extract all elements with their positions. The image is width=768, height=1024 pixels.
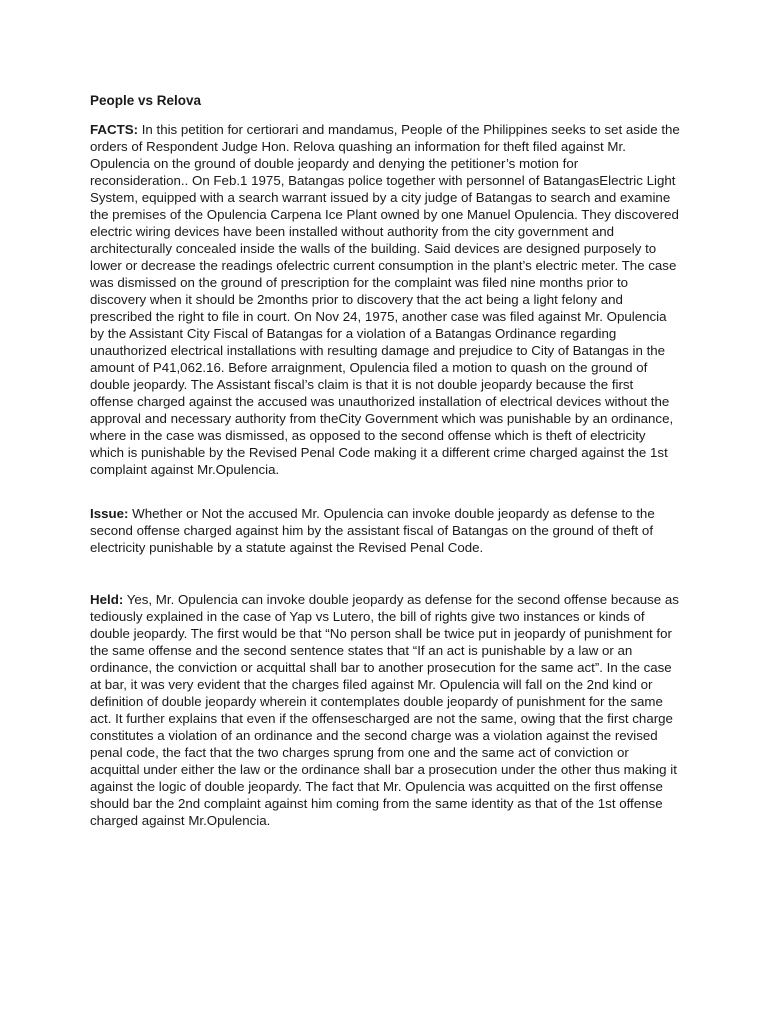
issue-text: Whether or Not the accused Mr. Opulencia can invoke double jeopardy as defense to the second offense charged against him by the assistant fiscal of Batangas on the ground of theft of electricity punishable by a statute against the Revised Penal Code. — [90, 506, 655, 555]
facts-label: FACTS: — [90, 122, 139, 137]
issue-label: Issue: — [90, 506, 129, 521]
document-title: People vs Relova — [90, 93, 202, 108]
held-paragraph — [90, 591, 680, 829]
section-spacer — [90, 556, 680, 591]
facts-text: In this petition for certiorari and mandamus, People of the Philippines seeks to set aside the orders of Respondent Judge Hon. Relova quashing an information for theft filed against Mr. Opulencia on the ground of double jeopardy and denying the petitioner’s motion for reconsideration.. On Feb.1 1975, Batangas police together with personnel of BatangasElectric Light System, equipped with a search warrant issued by a city judge of Batangas to search and examine the premises of the Opulencia Carpena Ice Plant owned by one Manuel Opulencia. They discovered electric wiring devices have been installed without authority from the city government and architecturally concealed inside the walls of the building. Said devices are designed purposely to lower or decrease the readings ofelectric current consumption in the plant’s electric meter. The case was dismissed on the ground of prescription for the complaint was filed nine months prior to discovery when it should be 2months prior to discovery that the act being a light felony and prescribed the right to file in court. On Nov 24, 1975, another case was filed against Mr. Opulencia by the Assistant City Fiscal of Batangas for a violation of a Batangas Ordinance regarding unauthorized electrical installations with resulting damage and prejudice to City of Batangas in the amount of P41,062.16. Before arraignment, Opulencia filed a motion to quash on the ground of double jeopardy. The Assistant fiscal’s claim is that it is not double jeopardy because the first offense charged against the accused was unauthorized installation of electrical devices without the approval and necessary authority from theCity Government which was punishable by an ordinance, where in the case was dismissed, as opposed to the second offense which is theft of electricity which is punishable by the Revised Penal Code making it a different crime charged against the 1st complaint against Mr.Opulencia. — [90, 122, 680, 477]
section-spacer — [90, 478, 680, 505]
facts-paragraph — [90, 121, 680, 478]
issue-paragraph — [90, 505, 680, 556]
document-page — [90, 92, 680, 829]
held-label: Held: — [90, 592, 124, 607]
held-text: Yes, Mr. Opulencia can invoke double jeopardy as defense for the second offense because as tediously explained in the case of Yap vs Lutero, the bill of rights give two instances or kinds of double jeopardy. The first would be that “No person shall be twice put in jeopardy of punishment for the same offense and the second sentence states that “If an act is punishable by a law or an ordinance, the conviction or acquittal shall bar to another prosecution for the same act”. In the case at bar, it was very evident that the charges filed against Mr. Opulencia will fall on the 2nd kind or definition of double jeopardy wherein it contemplates double jeopardy of punishment for the same act. It further explains that even if the offensescharged are not the same, owing that the first charge constitutes a violation of an ordinance and the second charge was a violation against the revised penal code, the fact that the two charges sprung from one and the same act of conviction or acquittal under either the law or the ordinance shall bar a prosecution under the other thus making it against the logic of double jeopardy. The fact that Mr. Opulencia was acquitted on the first offense should bar the 2nd complaint against him coming from the same identity as that of the 1st offense charged against Mr.Opulencia. — [90, 592, 679, 828]
